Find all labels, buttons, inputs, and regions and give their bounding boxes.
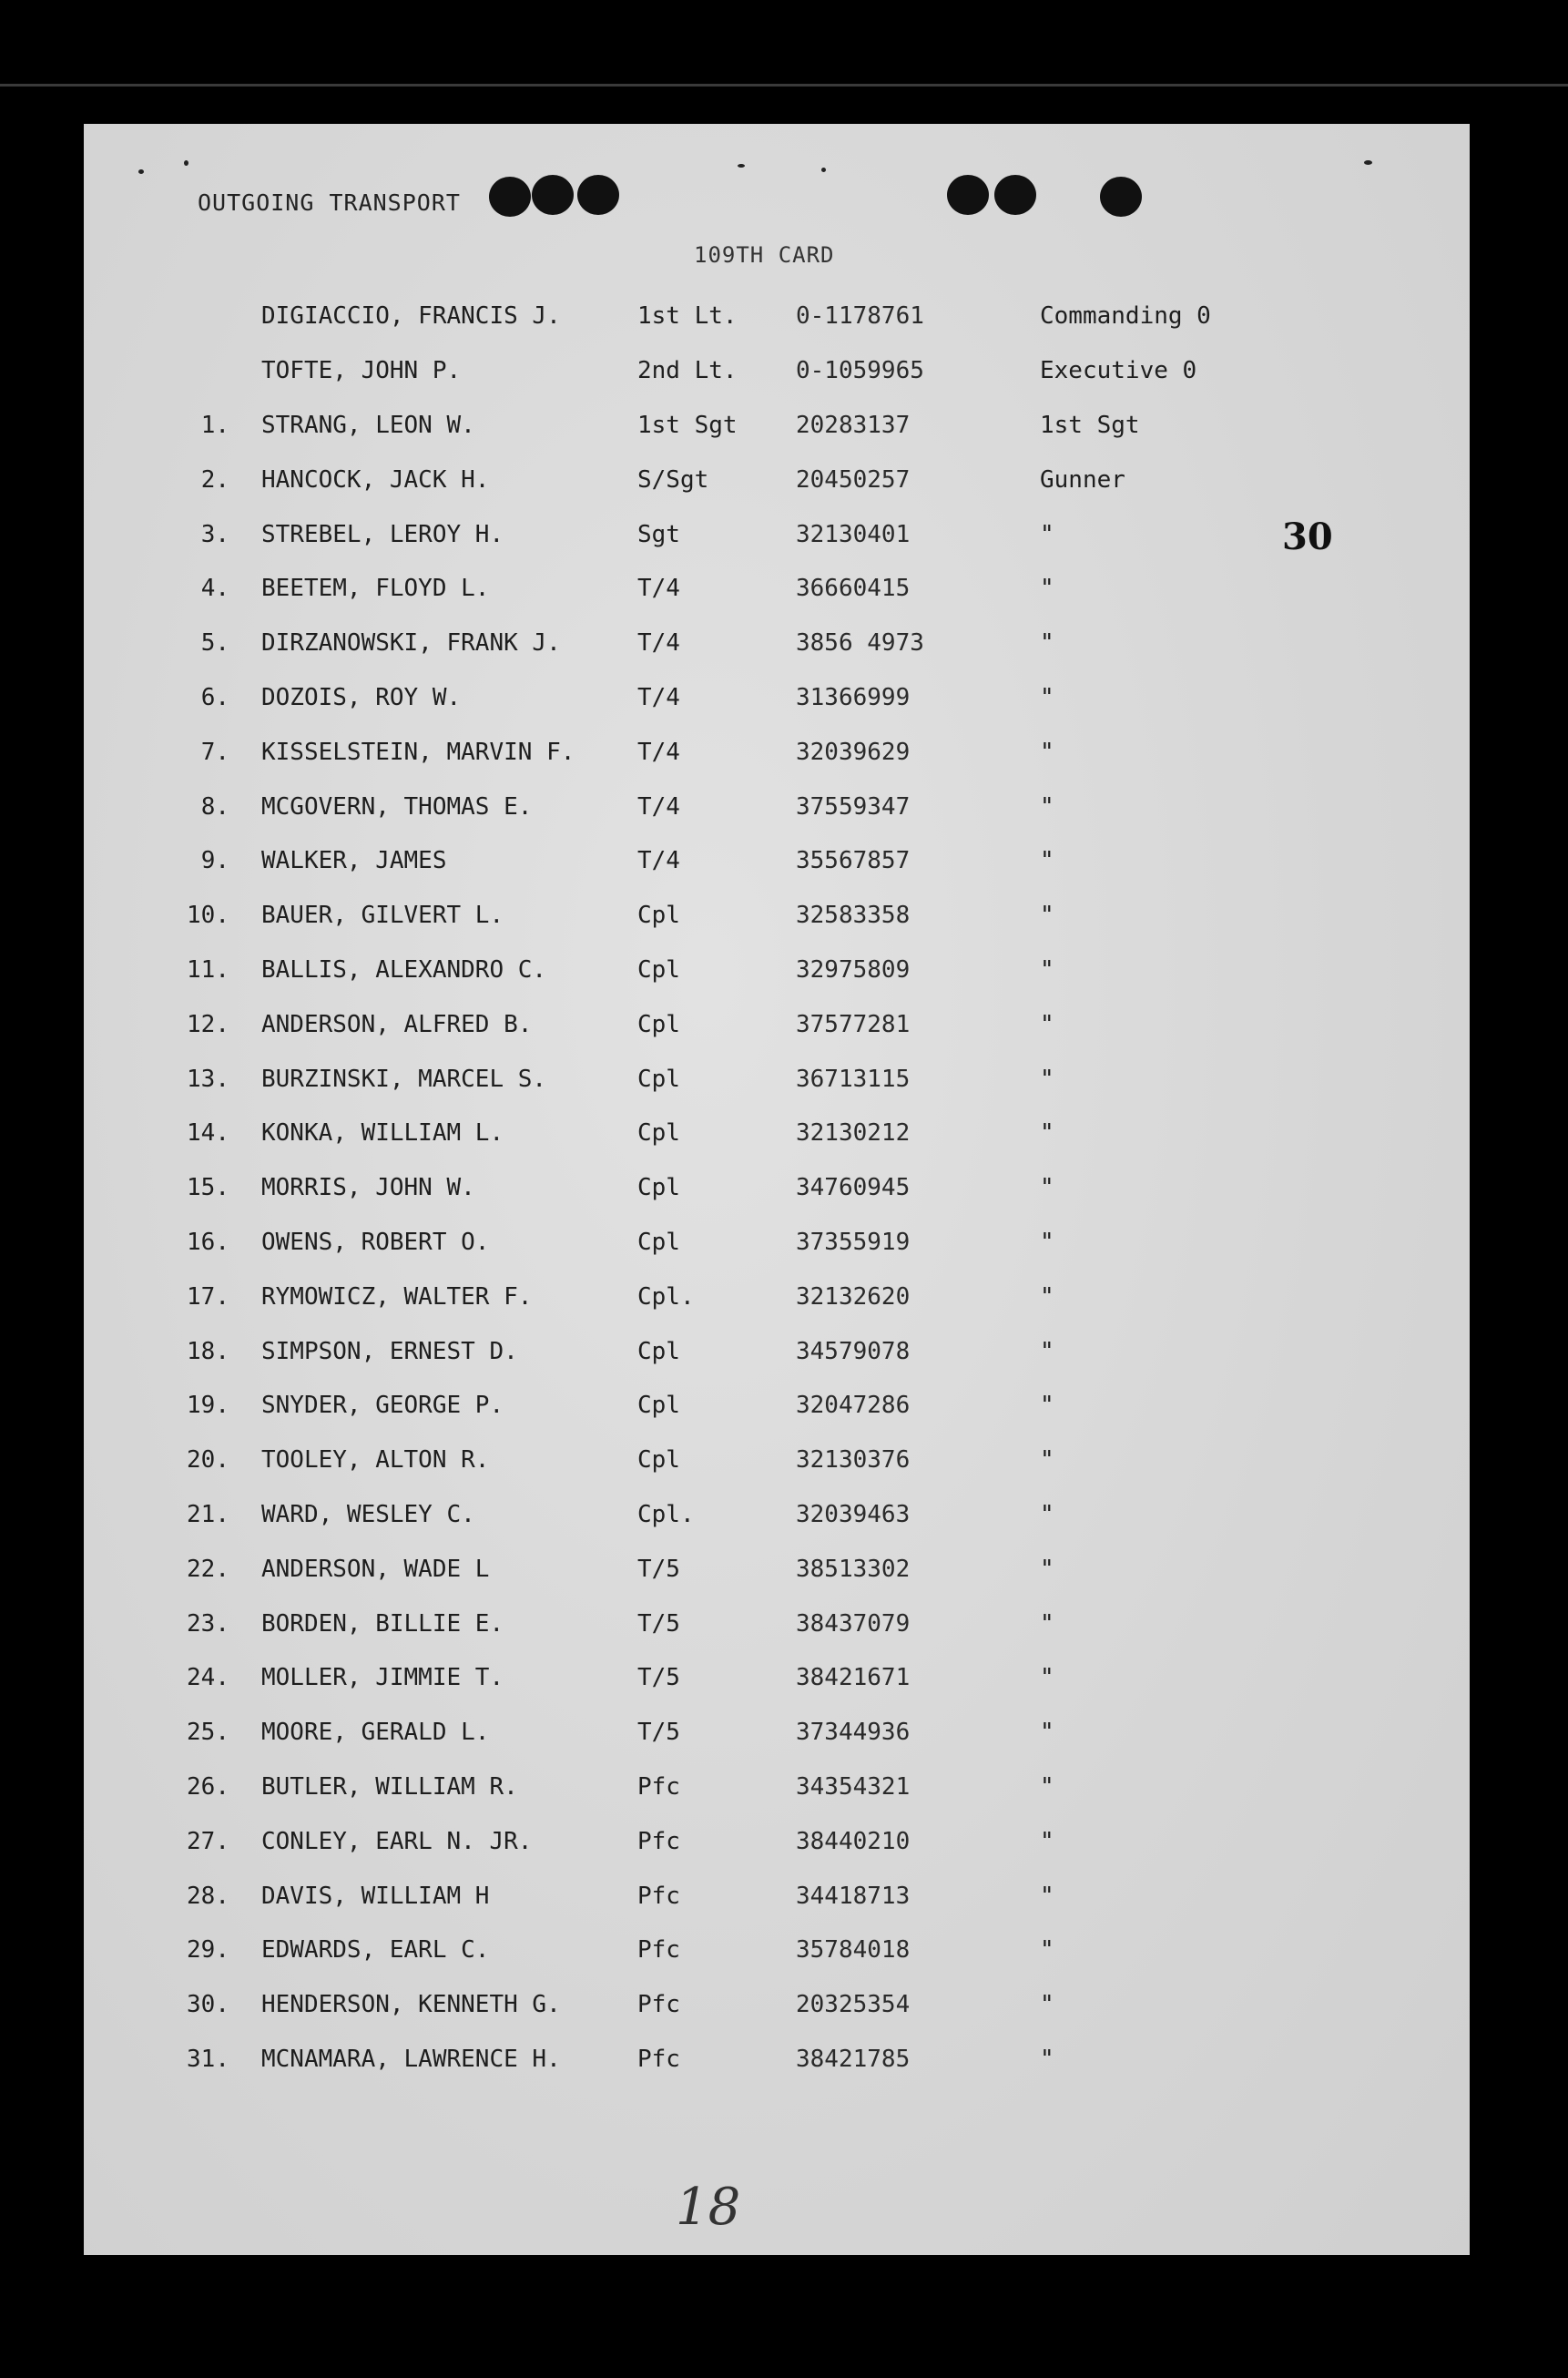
serial-number: 0-1178761 [796, 302, 924, 330]
serial-number: 32132620 [796, 1282, 911, 1311]
rank: Pfc [637, 1773, 680, 1801]
rank: Cpl [637, 1065, 680, 1093]
speck [1364, 160, 1372, 165]
soldier-name: HENDERSON, KENNETH G. [261, 1991, 561, 2019]
serial-number: 38440210 [796, 1827, 911, 1855]
row-number: 1. [200, 412, 229, 439]
row-number: 29. [187, 1936, 229, 1965]
serial-number: 35784018 [796, 1936, 911, 1965]
rank: T/4 [637, 684, 680, 711]
row-number: 26. [187, 1773, 229, 1801]
rank: Cpl [637, 1229, 680, 1256]
serial-number: 36660415 [796, 575, 911, 603]
soldier-name: KISSELSTEIN, MARVIN F. [261, 738, 575, 766]
duty: " [1040, 1664, 1054, 1692]
row-number: 6. [200, 684, 229, 711]
soldier-name: BAUER, GILVERT L. [261, 902, 504, 930]
soldier-name: MORRIS, JOHN W. [261, 1174, 475, 1202]
rank: Cpl [637, 902, 680, 930]
duty: Gunner [1040, 465, 1125, 494]
side-number: 30 [1282, 515, 1333, 558]
punch-hole [994, 175, 1036, 215]
soldier-name: ANDERSON, ALFRED B. [261, 1010, 533, 1038]
row-number: 10. [187, 902, 229, 930]
row-number: 18. [187, 1337, 229, 1365]
serial-number: 38421785 [796, 2046, 911, 2073]
duty: " [1040, 684, 1054, 711]
punch-hole [1100, 177, 1142, 217]
rank: 2nd Lt. [637, 357, 738, 384]
scan-edge [0, 84, 1568, 87]
serial-number: 37344936 [796, 1719, 911, 1747]
soldier-name: OWENS, ROBERT O. [261, 1229, 490, 1256]
rank: T/5 [637, 1719, 680, 1747]
duty: " [1040, 1991, 1054, 2019]
rank: Pfc [637, 1882, 680, 1910]
duty: " [1040, 1337, 1054, 1365]
row-number: 28. [187, 1882, 229, 1910]
rank: Cpl [637, 1010, 680, 1038]
duty: " [1040, 1936, 1054, 1965]
soldier-name: RYMOWICZ, WALTER F. [261, 1282, 533, 1311]
soldier-name: BALLIS, ALEXANDRO C. [261, 956, 547, 984]
duty: " [1040, 792, 1054, 821]
duty: " [1040, 956, 1054, 984]
row-number: 14. [187, 1119, 229, 1148]
serial-number: 34418713 [796, 1882, 911, 1910]
soldier-name: HANCOCK, JACK H. [261, 465, 490, 494]
row-number: 19. [187, 1392, 229, 1420]
rank: Cpl [637, 1337, 680, 1365]
rank: Pfc [637, 1991, 680, 2019]
serial-number: 32130401 [796, 520, 911, 548]
soldier-name: DOZOIS, ROY W. [261, 684, 462, 711]
row-number: 25. [187, 1719, 229, 1747]
soldier-name: BEETEM, FLOYD L. [261, 575, 490, 603]
serial-number: 20325354 [796, 1991, 911, 2019]
soldier-name: KONKA, WILLIAM L. [261, 1119, 504, 1148]
punch-hole [489, 177, 531, 217]
duty: " [1040, 520, 1054, 548]
speck [138, 169, 144, 174]
row-number: 21. [187, 1501, 229, 1528]
row-number: 24. [187, 1664, 229, 1692]
row-number: 9. [200, 847, 229, 875]
serial-number: 34760945 [796, 1174, 911, 1202]
duty: " [1040, 1174, 1054, 1202]
duty: 1st Sgt [1040, 412, 1140, 439]
card-label: 109TH CARD [694, 242, 835, 268]
serial-number: 20283137 [796, 412, 911, 439]
speck [738, 164, 745, 168]
row-number: 11. [187, 956, 229, 984]
rank: Pfc [637, 1936, 680, 1965]
serial-number: 38513302 [796, 1555, 911, 1583]
rank: Cpl. [637, 1282, 695, 1311]
duty: " [1040, 1719, 1054, 1747]
duty: " [1040, 1446, 1054, 1475]
row-number: 5. [200, 629, 229, 658]
soldier-name: STREBEL, LEROY H. [261, 520, 504, 548]
serial-number: 32047286 [796, 1392, 911, 1420]
soldier-name: EDWARDS, EARL C. [261, 1936, 490, 1965]
serial-number: 38421671 [796, 1664, 911, 1692]
rank: T/4 [637, 629, 680, 658]
duty: " [1040, 1501, 1054, 1528]
serial-number: 20450257 [796, 465, 911, 494]
punch-hole [947, 175, 989, 215]
row-number: 23. [187, 1609, 229, 1638]
rank: Cpl [637, 956, 680, 984]
duty: " [1040, 847, 1054, 875]
soldier-name: DIGIACCIO, FRANCIS J. [261, 302, 561, 330]
soldier-name: DAVIS, WILLIAM H [261, 1882, 490, 1910]
row-number: 12. [187, 1010, 229, 1038]
duty: " [1040, 1827, 1054, 1855]
row-number: 13. [187, 1065, 229, 1093]
row-number: 2. [200, 465, 229, 494]
soldier-name: ANDERSON, WADE L [261, 1555, 490, 1583]
speck [184, 160, 188, 166]
rank: Cpl [637, 1392, 680, 1420]
soldier-name: TOFTE, JOHN P. [261, 357, 462, 384]
soldier-name: MOORE, GERALD L. [261, 1719, 490, 1747]
serial-number: 3856 4973 [796, 629, 924, 658]
soldier-name: SIMPSON, ERNEST D. [261, 1337, 518, 1365]
serial-number: 38437079 [796, 1609, 911, 1638]
punch-hole [532, 175, 574, 215]
row-number: 20. [187, 1446, 229, 1475]
row-number: 31. [187, 2046, 229, 2073]
rank: 1st Lt. [637, 302, 738, 330]
soldier-name: DIRZANOWSKI, FRANK J. [261, 629, 561, 658]
serial-number: 32975809 [796, 956, 911, 984]
row-number: 22. [187, 1555, 229, 1583]
soldier-name: CONLEY, EARL N. JR. [261, 1827, 533, 1855]
rank: T/4 [637, 847, 680, 875]
serial-number: 32130212 [796, 1119, 911, 1148]
soldier-name: MOLLER, JIMMIE T. [261, 1664, 504, 1692]
duty: " [1040, 575, 1054, 603]
rank: T/4 [637, 792, 680, 821]
duty: " [1040, 738, 1054, 766]
serial-number: 34579078 [796, 1337, 911, 1365]
rank: 1st Sgt [637, 412, 738, 439]
duty: " [1040, 1065, 1054, 1093]
rank: Cpl [637, 1446, 680, 1475]
serial-number: 35567857 [796, 847, 911, 875]
duty: " [1040, 1229, 1054, 1256]
serial-number: 37577281 [796, 1010, 911, 1038]
soldier-name: MCGOVERN, THOMAS E. [261, 792, 533, 821]
punch-hole [577, 175, 619, 215]
soldier-name: MCNAMARA, LAWRENCE H. [261, 2046, 561, 2073]
soldier-name: WARD, WESLEY C. [261, 1501, 475, 1528]
rank: Pfc [637, 2046, 680, 2073]
rank: T/5 [637, 1609, 680, 1638]
duty: " [1040, 629, 1054, 658]
speck [821, 168, 826, 172]
soldier-name: TOOLEY, ALTON R. [261, 1446, 490, 1475]
row-number: 30. [187, 1991, 229, 2019]
roster-page [84, 124, 1470, 2255]
serial-number: 0-1059965 [796, 357, 924, 384]
rank: Sgt [637, 520, 680, 548]
soldier-name: SNYDER, GEORGE P. [261, 1392, 504, 1420]
serial-number: 34354321 [796, 1773, 911, 1801]
row-number: 17. [187, 1282, 229, 1311]
serial-number: 36713115 [796, 1065, 911, 1093]
rank: T/4 [637, 575, 680, 603]
duty: " [1040, 1392, 1054, 1420]
row-number: 7. [200, 738, 229, 766]
row-number: 8. [200, 792, 229, 821]
soldier-name: STRANG, LEON W. [261, 412, 475, 439]
rank: T/5 [637, 1664, 680, 1692]
handwritten-page-number: 18 [676, 2178, 741, 2237]
soldier-name: BORDEN, BILLIE E. [261, 1609, 504, 1638]
serial-number: 32583358 [796, 902, 911, 930]
rank: T/4 [637, 738, 680, 766]
duty: Commanding 0 [1040, 302, 1211, 330]
duty: " [1040, 1882, 1054, 1910]
row-number: 15. [187, 1174, 229, 1202]
duty: Executive 0 [1040, 357, 1197, 384]
document-header: OUTGOING TRANSPORT [198, 189, 461, 216]
soldier-name: BUTLER, WILLIAM R. [261, 1773, 518, 1801]
rank: Cpl [637, 1119, 680, 1148]
row-number: 3. [200, 520, 229, 548]
duty: " [1040, 1010, 1054, 1038]
duty: " [1040, 1555, 1054, 1583]
duty: " [1040, 2046, 1054, 2073]
rank: Pfc [637, 1827, 680, 1855]
soldier-name: BURZINSKI, MARCEL S. [261, 1065, 547, 1093]
rank: Cpl [637, 1174, 680, 1202]
rank: Cpl. [637, 1501, 695, 1528]
duty: " [1040, 1119, 1054, 1148]
duty: " [1040, 902, 1054, 930]
row-number: 27. [187, 1827, 229, 1855]
row-number: 4. [200, 575, 229, 603]
duty: " [1040, 1609, 1054, 1638]
serial-number: 32130376 [796, 1446, 911, 1475]
serial-number: 32039629 [796, 738, 911, 766]
soldier-name: WALKER, JAMES [261, 847, 447, 875]
rank: S/Sgt [637, 465, 709, 494]
serial-number: 32039463 [796, 1501, 911, 1528]
serial-number: 31366999 [796, 684, 911, 711]
serial-number: 37355919 [796, 1229, 911, 1256]
duty: " [1040, 1773, 1054, 1801]
duty: " [1040, 1282, 1054, 1311]
rank: T/5 [637, 1555, 680, 1583]
row-number: 16. [187, 1229, 229, 1256]
serial-number: 37559347 [796, 792, 911, 821]
